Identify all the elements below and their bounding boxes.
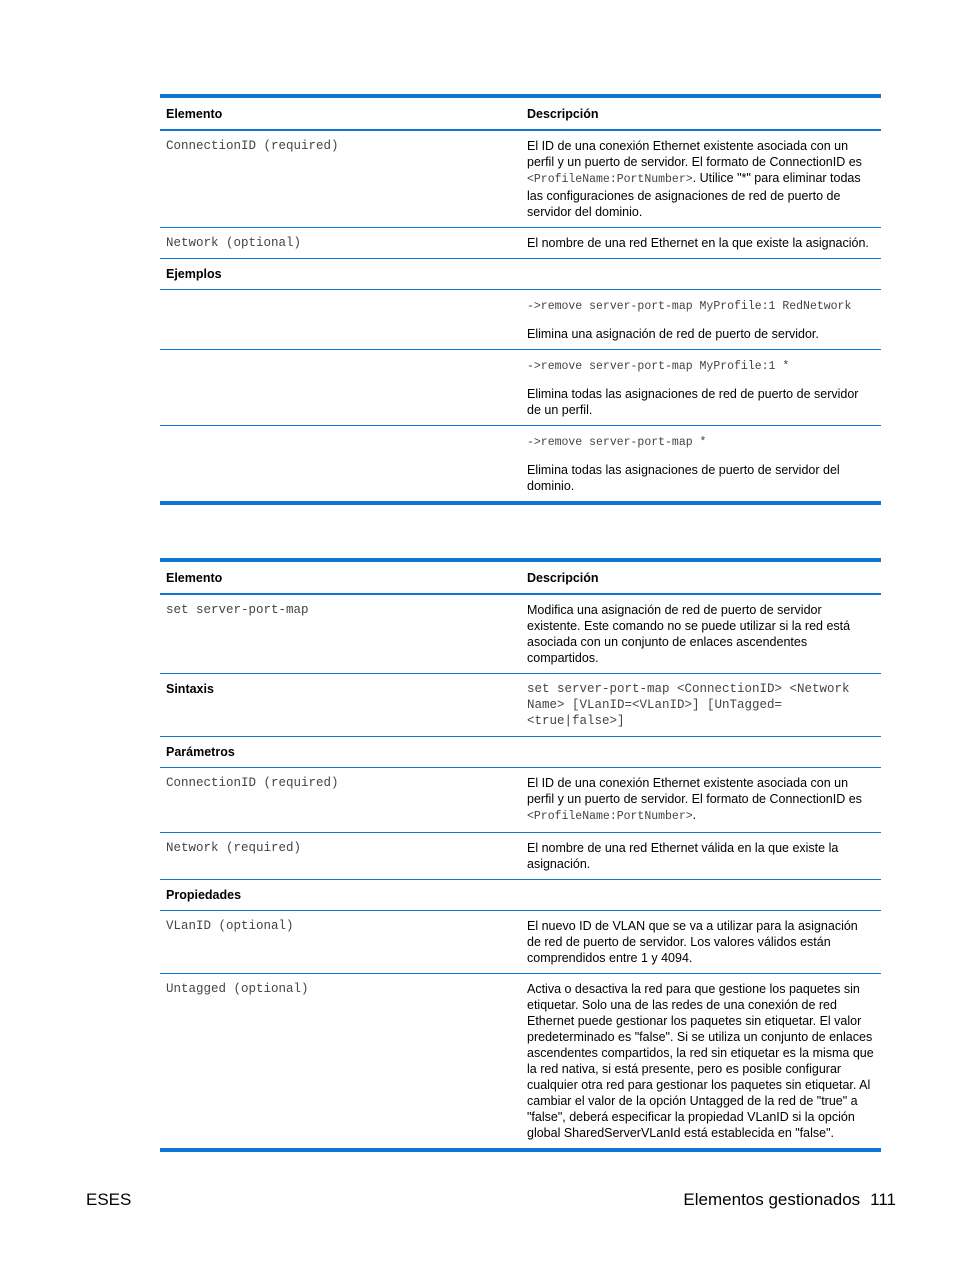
param-network: Network (optional)	[160, 228, 521, 259]
table-header-row	[160, 560, 881, 594]
prop-untagged: Untagged (optional)	[166, 982, 309, 996]
table-row	[160, 228, 881, 259]
header-descripcion: Descripción	[521, 560, 881, 594]
prop-untagged-desc: Activa o desactiva la red para que gestione los paquetes sin etiquetar. Solo una de las redes de una conexión de red Ethernet puede gestionar los paquetes sin etiquetar. El valor predeterminado es "false". Si se utiliza un conjunto de enlaces ascendentes compartidos, la red sin etiquetar es la misma que la red nativa, si está presente, pero es posible configurar cualquier otra red para gestionar los paquetes sin etiquetar. Al cambiar el valor de la opción Untagged de la red de "true" a "false", deberá especificar la propiedad VLanID si la opción global SharedServerVLanId está establecida en "false".	[527, 982, 874, 1140]
parameters-label: Parámetros	[160, 737, 521, 768]
table-row	[160, 594, 881, 674]
properties-label: Propiedades	[160, 880, 521, 911]
table-row	[160, 768, 881, 833]
header-elemento: Elemento	[160, 560, 521, 594]
param-network: Network (required)	[160, 833, 521, 880]
examples-label: Ejemplos	[160, 259, 521, 290]
section-row	[160, 259, 881, 290]
example-command: ->remove server-port-map MyProfile:1 *	[527, 360, 790, 373]
table-row	[160, 674, 881, 737]
table-header-row	[160, 96, 881, 130]
inline-code: <ProfileName:PortNumber>	[527, 173, 693, 186]
param-connectionid: ConnectionID (required)	[160, 768, 521, 833]
command-name: set server-port-map	[160, 594, 521, 674]
example-command: ->remove server-port-map *	[527, 436, 707, 449]
header-descripcion: Descripción	[521, 96, 881, 130]
example-row	[160, 290, 881, 350]
syntax-code: set server-port-map <ConnectionID> <Network Name> [VLanID=<VLanID>] [UnTagged=<true|false>]	[521, 674, 881, 737]
param-connectionid-desc: El ID de una conexión Ethernet existente asociada con un perfil y un puerto de servidor. El formato de ConnectionID es <ProfileName:PortNumber>.	[521, 768, 881, 833]
param-connectionid-desc: El ID de una conexión Ethernet existente asociada con un perfil y un puerto de servidor. El formato de ConnectionID es <ProfileName:PortNumber>. Utilice "*" para eliminar todas las configuraciones de asignaciones de red de puerto de servidor del dominio.	[521, 130, 881, 228]
footer-locale: ESES	[86, 1190, 132, 1209]
section-row	[160, 737, 881, 768]
table-row	[160, 974, 881, 1151]
footer-section	[683, 1190, 896, 1210]
example-row	[160, 426, 881, 504]
header-elemento: Elemento	[160, 96, 521, 130]
table-row	[160, 911, 881, 974]
page-number: 111	[870, 1190, 896, 1209]
example-description: Elimina todas las asignaciones de red de puerto de servidor de un perfil.	[527, 387, 859, 417]
param-network-desc: El nombre de una red Ethernet en la que existe la asignación.	[521, 228, 881, 259]
remove-server-port-map-table	[160, 94, 881, 505]
prop-vlanid: VLanID (optional)	[160, 911, 521, 974]
syntax-label: Sintaxis	[160, 674, 521, 737]
set-server-port-map-table	[160, 558, 881, 1152]
inline-code: <ProfileName:PortNumber>	[527, 810, 693, 823]
table-row	[160, 130, 881, 228]
command-description: Modifica una asignación de red de puerto de servidor existente. Este comando no se puede utilizar si la red está asociada con un conjunto de enlaces ascendentes compartidos.	[521, 594, 881, 674]
section-row	[160, 880, 881, 911]
param-connectionid: ConnectionID (required)	[160, 130, 521, 228]
table-row	[160, 833, 881, 880]
footer-section-title: Elementos gestionados	[683, 1190, 861, 1209]
example-row	[160, 350, 881, 426]
example-command: ->remove server-port-map MyProfile:1 RedNetwork	[527, 300, 852, 313]
example-description: Elimina una asignación de red de puerto de servidor.	[527, 327, 819, 341]
example-description: Elimina todas las asignaciones de puerto de servidor del dominio.	[527, 463, 840, 493]
param-network-desc: El nombre de una red Ethernet válida en la que existe la asignación.	[521, 833, 881, 880]
prop-vlanid-desc: El nuevo ID de VLAN que se va a utilizar para la asignación de red de puerto de servidor. Los valores válidos están comprendidos entre 1 y 4094.	[521, 911, 881, 974]
